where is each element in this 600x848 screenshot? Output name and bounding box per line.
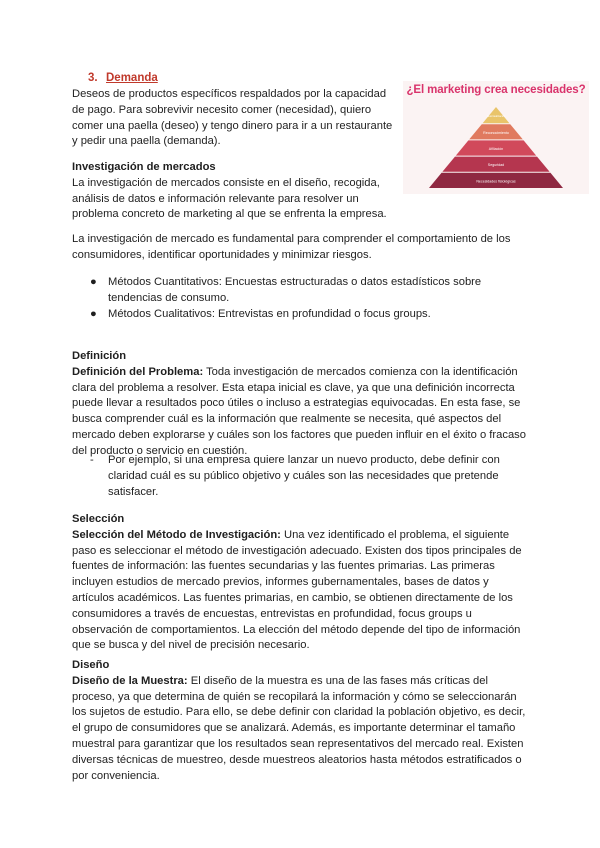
seleccion-paragraph [72,528,532,654]
definicion-block [72,349,532,460]
diseno-text: El diseño de la muestra es una de las fases más críticas del proceso, ya que determina de quién se recopilará la información y cómo se seleccionarán los sujetos de estudio. Para ello, se debe definir con claridad la población objetivo, es decir, el grupo de consumidores que se analizará. Además, es importante determinar el tamaño muestral para garantizar que los resultados sean representativos del mercado real. Existen diversas técnicas de muestreo, desde muestreos aleatorios hasta métodos estratificados o por conveniencia. [72,674,526,782]
fundamental-paragraph: La investigación de mercado es fundamental para comprender el comportamiento de los consumidores, identificar oportunidades y minimizar riesgos. [72,233,511,261]
definicion-text: Toda investigación de mercados comienza con la identificación clara del problema a resolver. Esta etapa inicial es clave, ya que una definición incorrecta puede llevar a resultados poco útiles o incluso a estrategias equivocadas. En esta fase, se busca comprender cuál es la información que realmente se necesita, qué aspectos del mercado deben explorarse y cuáles son los factores que pueden influir en el éxito o fracaso del producto o servicio en cuestión. [72,365,526,457]
definicion-heading: Definición [72,350,127,362]
seleccion-text: Una vez identificado el problema, el siguiente paso es seleccionar el método de investigación adecuado. Existen dos tipos principales de fuentes de información: las fuentes secundarias y las fuentes primarias. Las primeras incluyen estudios de mercado previos, informes gubernamentales, bases de datos y artículos académicos. Las fuentes primarias, en cambio, se obtienen directamente de los consumidores a través de encuestas, entrevistas en profundidad, focus groups u observación de comportamientos. La elección del método depende del tipo de información que se busca y del nivel de precisión necesario. [72,528,522,652]
diseno-block [72,658,532,784]
pyramid-level-label: Necesidades fisiológicas [476,179,516,184]
pyramid-level-label: Reconocimiento [483,130,509,135]
section-number: 3. [88,72,98,84]
pyramid-level-label: Afiliación [488,147,504,151]
definicion-lead: Definición del Problema: [72,365,204,378]
investigacion-block [72,160,394,223]
example-item [88,453,528,500]
diseno-lead: Diseño de la Muestra: [72,674,188,687]
bullet-icon: ● [90,276,97,288]
diseno-paragraph [72,674,532,785]
seleccion-heading: Selección [72,513,125,525]
seleccion-lead: Selección del Método de Investigación: [72,528,281,541]
pyramid-svg [403,81,589,194]
bullet-icon: ● [90,307,97,320]
bullet-text: Métodos Cualitativos: Entrevistas en profundidad o focus groups. [108,307,431,320]
example-text: Por ejemplo, si una empresa quiere lanzar un nuevo producto, debe definir con claridad cuál es su público objetivo y cuáles son las necesidades que pretende satisfacer. [108,454,500,498]
section-title: Demanda [106,72,158,84]
diseno-heading: Diseño [72,659,110,671]
figure-title: ¿El marketing crea necesidades? [406,84,586,96]
pyramid-level-label: Seguridad [487,163,505,168]
dash-marker: - [90,454,94,466]
pyramid-level-label: Autorrealización [486,115,506,119]
intro-paragraph: Deseos de productos específicos respaldados por la capacidad de pago. Para sobrevivir necesito comer (necesidad), quiero comer una paella (deseo) y tengo dinero para ir a un restaurante y pedir una paella (demanda). [72,88,393,148]
seleccion-block [72,512,532,654]
methods-list [72,275,512,322]
investigacion-text: La investigación de mercados consiste en el diseño, recogida, análisis de datos e información relevante para resolver un problema concreto de marketing al que se enfrenta la empresa. [72,176,387,221]
section-heading [88,71,158,87]
list-item [72,307,512,323]
definicion-paragraph [72,365,532,460]
pyramid-figure [403,81,589,194]
investigacion-title: Investigación de mercados [72,161,216,173]
list-item [72,275,512,307]
bullet-text: Métodos Cuantitativos: Encuestas estructuradas o datos estadísticos sobre tendencias de consumo. [108,276,482,304]
